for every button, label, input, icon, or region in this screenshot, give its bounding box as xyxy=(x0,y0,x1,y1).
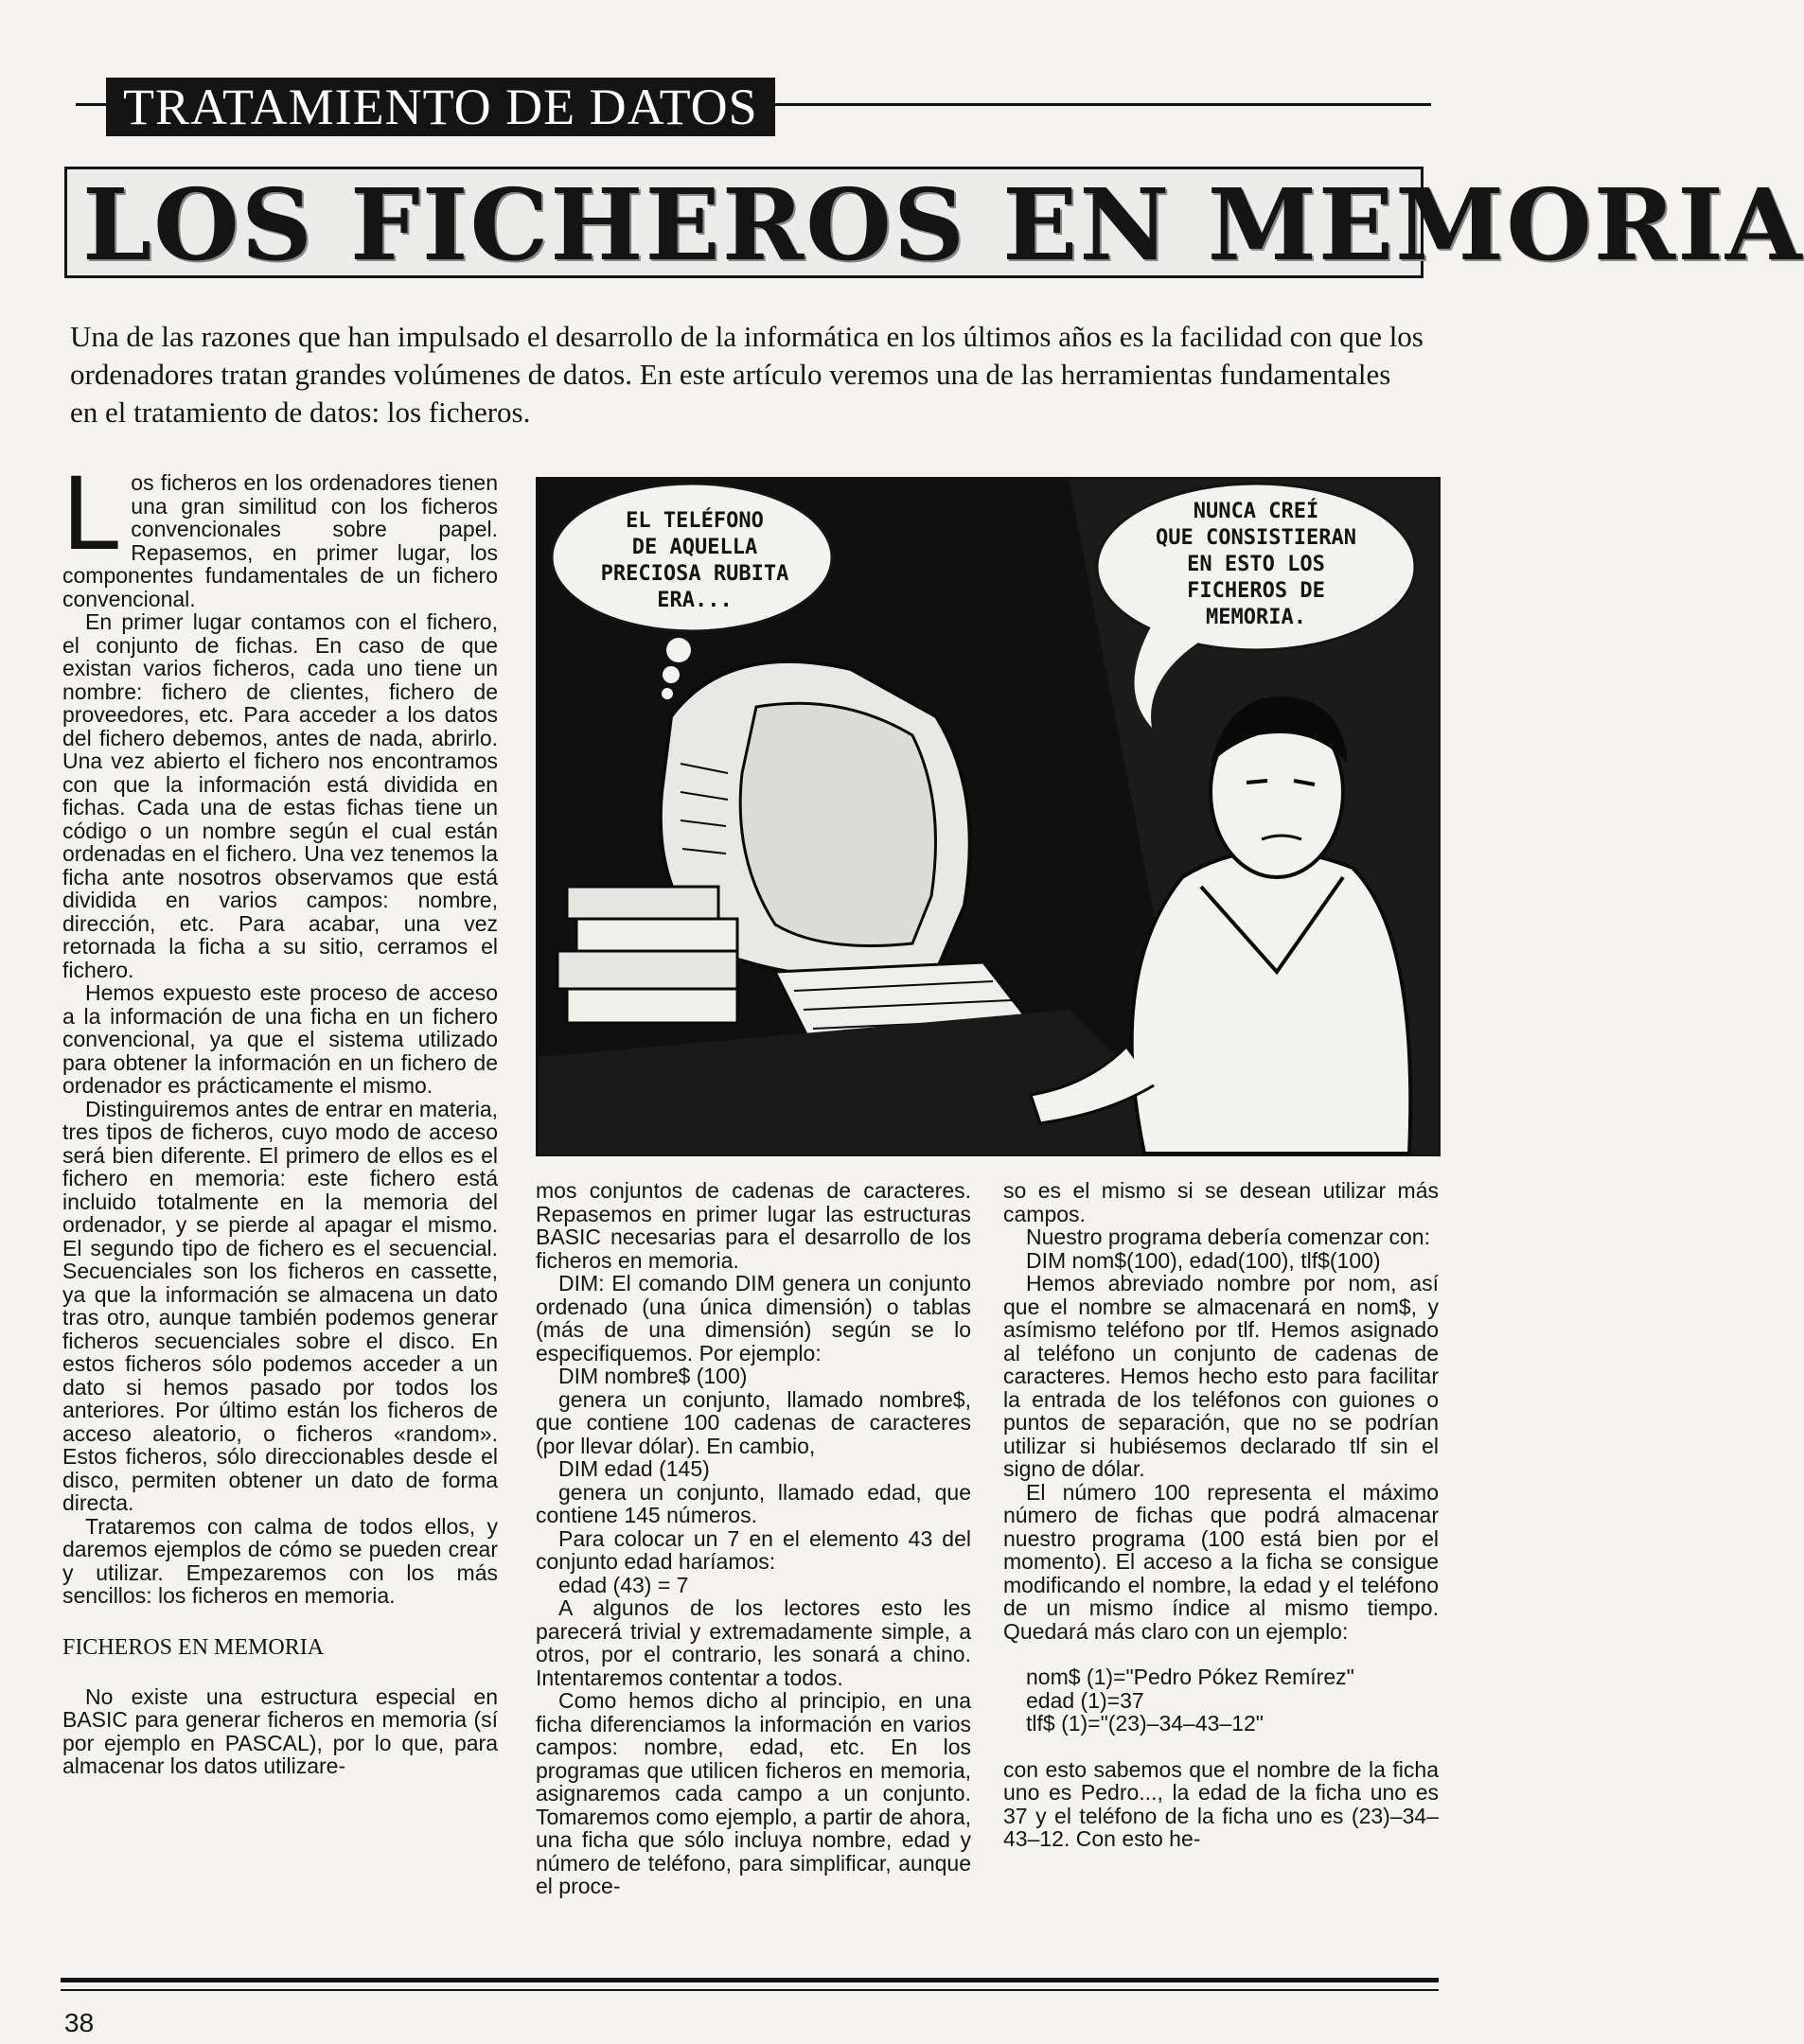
footer-rule xyxy=(61,1978,1439,1982)
paragraph: genera un conjunto, llamado nombre$, que contiene 100 cadenas de caracteres (por llevar dólar). En cambio, xyxy=(536,1386,971,1458)
paragraph: No existe una estructura especial en BASIC para generar ficheros en memoria (sí por ejemplo en PASCAL), por lo que, para almacenar los datos utilizare- xyxy=(62,1683,498,1778)
paragraph: Para colocar un 7 en el elemento 43 del conjunto edad haríamos: xyxy=(536,1525,971,1574)
paragraph xyxy=(62,453,498,611)
bubble-line: QUE CONSISTIERAN xyxy=(1156,526,1356,550)
bubble-line: FICHEROS DE xyxy=(1187,579,1325,603)
bubble-line: EN ESTO LOS xyxy=(1187,553,1325,576)
paragraph: mos conjuntos de cadenas de caracteres. Repasemos en primer lugar las estructuras BASIC necesarias para el desarrollo de los ficheros en memoria. xyxy=(536,1178,971,1273)
paragraph: so es el mismo si se desean utilizar más campos. xyxy=(1003,1178,1439,1226)
paragraph: En primer lugar contamos con el fichero, el conjunto de fichas. En caso de que existan varios ficheros, cada uno tiene un nombre: fichero de clientes, fichero de proveedores, etc. Para acceder a los datos del fichero debemos, antes de nada, abrirlo. Una vez abierto el fichero nos encontramos con que la información está dividida en fichas. Cada una de estas fichas tiene un código o un nombre según el cual están ordenadas en el fichero. Una vez tenemos la ficha ante nosotros observamos que está dividida en varios campos: nombre, dirección, etc. Para acabar, una vez retornada la ficha a su sitio, cerramos el fichero. xyxy=(62,609,498,982)
code-line: edad (43) = 7 xyxy=(558,1572,689,1597)
paragraph: A algunos de los lectores esto les parecerá trivial y extremadamente simple, a otros, por el contrario, les sonará a chino. Intentaremos contentar a todos. xyxy=(536,1595,971,1690)
paragraph: con esto sabemos que el nombre de la ficha uno es Pedro..., la edad de la ficha uno es 37 y el teléfono de la ficha uno es (23)–34–43–12. Con esto he- xyxy=(1003,1756,1439,1851)
code-line: nom$ (1)="Pedro Pókez Remírez" xyxy=(1026,1665,1354,1689)
bubble-line: EL TELÉFONO xyxy=(626,509,764,533)
subheading: FICHEROS EN MEMORIA xyxy=(62,1634,325,1660)
paragraph: Nuestro programa debería comenzar con: xyxy=(1026,1225,1430,1249)
bubble-line: NUNCA CREÍ xyxy=(1193,500,1319,523)
comic-illustration xyxy=(536,477,1441,1156)
text-column-2 xyxy=(536,1179,971,1898)
code-line: edad (1)=37 xyxy=(1026,1687,1144,1713)
paragraph: Hemos abreviado nombre por nom, así que el nombre se almacenará en nom$, y asímismo teléfono por tlf. Hemos asignado al teléfono un conjunto de cadenas de caracteres. Hemos hecho esto para facilitar la entrada de los teléfonos con guiones o puntos de separación, que no se podrían utilizar si hubiésemos declarado tlf sin el signo de dólar. xyxy=(1003,1271,1439,1481)
bubble-line: PRECIOSA RUBITA xyxy=(600,562,789,586)
section-label: TRATAMIENTO DE DATOS xyxy=(106,78,775,136)
man-figure xyxy=(1132,851,1411,1154)
standfirst: Una de las razones que han impulsado el desarrollo de la informática en los últimos años es la facilidad con que los ordenadores tratan grandes volúmenes de datos. En este artículo veremos una de las herramientas fundamentales en el tratamiento de datos: los ficheros. xyxy=(70,320,1424,429)
article-title: LOS FICHEROS EN MEMORIA xyxy=(82,167,1804,283)
code-line: DIM edad (145) xyxy=(558,1456,710,1481)
paragraph: genera un conjunto, llamado edad, que contiene 145 números. xyxy=(536,1479,971,1527)
paragraph: Como hemos dicho al principio, en una ficha diferenciamos la información en varios campos: nombre, edad, etc. En los programas que utilicen ficheros en memoria, asignaremos cada campo a un conjunto. Tomaremos como ejemplo, a partir de ahora, una ficha que sólo incluya nombre, edad y número de teléfono, para simplificar, aunque el proce- xyxy=(536,1688,971,1898)
paragraph-text: os ficheros en los ordenadores tienen una gran similitud con los ficheros convencionales sobre papel. Repasemos, en primer lugar, los componentes fundamentales de un fichero convencional. xyxy=(62,470,498,611)
paragraph: Distinguiremos antes de entrar en materia, tres tipos de ficheros, cuyo modo de acceso será bien diferente. El primero de ellos es el fichero en memoria: este fichero está incluido totalmente en la memoria del ordenador, y se pierde al apagar el mismo. El segundo tipo de fichero es el secuencial. Secuenciales son los ficheros en cassette, ya que la información se almacena un dato tras otro, aunque también podemos generar ficheros secuenciales sobre el disco. En estos ficheros sólo podemos acceder a un dato si hemos pasado por todos los anteriores. Por último están los ficheros de acceso aleatorio, o ficheros «random». Estos ficheros, sólo direccionables desde el disco, permiten obtener un dato de forma directa. xyxy=(62,1096,498,1515)
paragraph: Hemos expuesto este proceso de acceso a la información de una ficha en un fichero convencional, ya que el sistema utilizado para obtener la información en un fichero de ordenador es prácticamente el mismo. xyxy=(62,980,498,1098)
speech-bubble-text xyxy=(1105,499,1407,631)
paragraph: El número 100 representa el máximo número de fichas que podrá almacenar nuestro programa (100 está bien por el momento). El acceso a la ficha se consigue modificando el nombre, la edad y el teléfono de un mismo índice al mismo tiempo. Quedará más claro con un ejemplo: xyxy=(1003,1479,1439,1644)
bubble-line: MEMORIA. xyxy=(1206,606,1306,629)
paragraph: Trataremos con calma de todos ellos, y daremos ejemplos de cómo se pueden crear y utilizar. Empezaremos con los más sencillos: los ficheros en memoria. xyxy=(62,1513,498,1608)
text-column-3 xyxy=(1003,1179,1439,1851)
thought-bubble-text xyxy=(557,508,832,614)
drop-cap: L xyxy=(62,453,122,572)
paragraph: DIM: El comando DIM genera un conjunto ordenado (una única dimensión) o tablas (más de una dimensión) según se lo especifiquemos. Por ejemplo: xyxy=(536,1271,971,1366)
page-number: 38 xyxy=(64,2008,95,2037)
code-line: DIM nom$(100), edad(100), tlf$(100) xyxy=(1026,1247,1381,1273)
bubble-line: ERA... xyxy=(657,589,733,612)
bubble-line: DE AQUELLA xyxy=(631,536,758,559)
footer-rule-thin xyxy=(61,1989,1439,1991)
title-box xyxy=(64,167,1804,283)
text-column-1 xyxy=(62,453,498,1778)
code-line: DIM nombre$ (100) xyxy=(558,1364,748,1388)
code-line: tlf$ (1)="(23)–34–43–12" xyxy=(1026,1711,1264,1736)
